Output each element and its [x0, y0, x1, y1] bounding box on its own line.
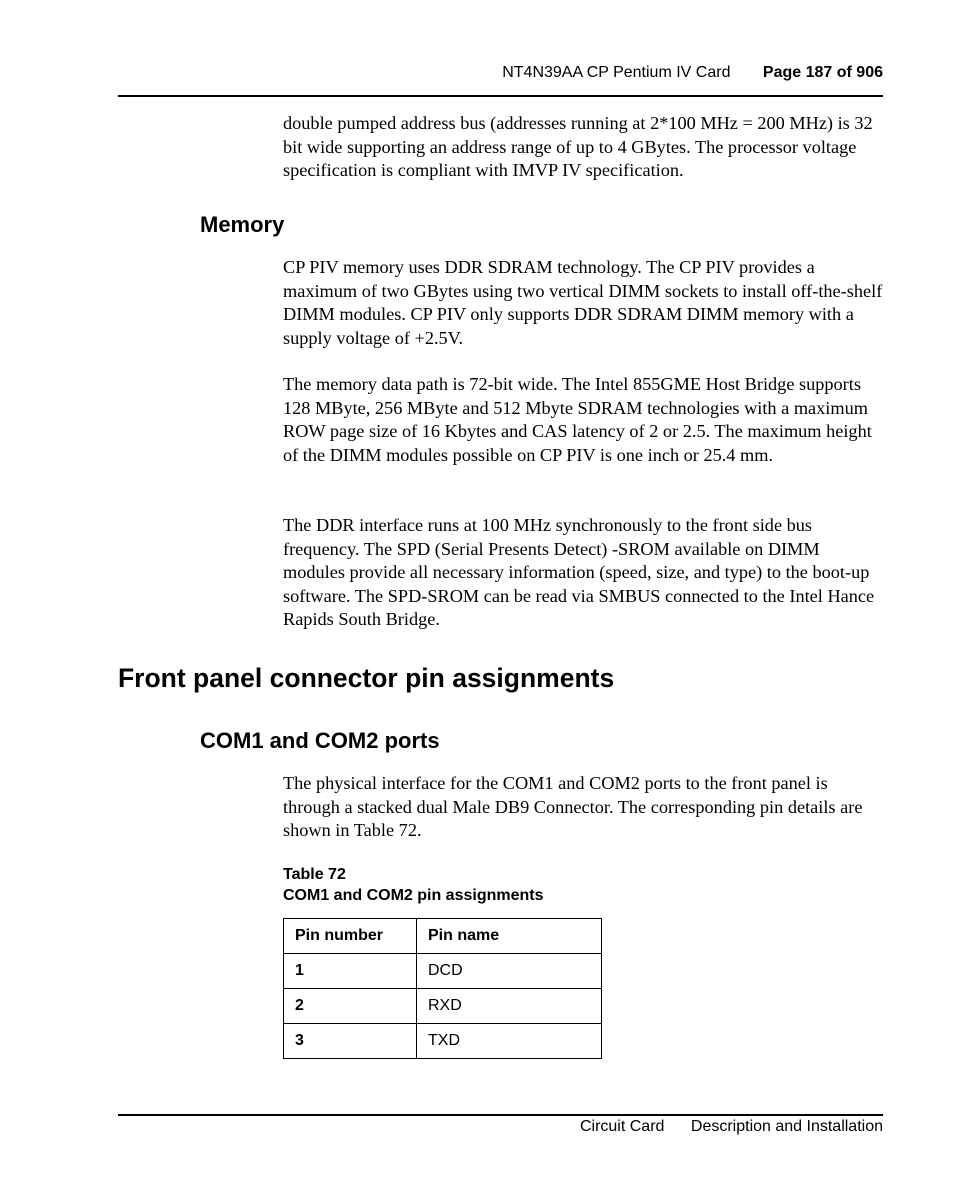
document-id: NT4N39AA CP Pentium IV Card [502, 64, 731, 81]
pin-name-cell: RXD [417, 989, 602, 1024]
pin-number-cell: 2 [284, 989, 417, 1024]
footer-section: Circuit Card [579, 1118, 665, 1135]
pin-name-cell: DCD [417, 954, 602, 989]
section-heading-front-panel: Front panel connector pin assignments [118, 663, 615, 693]
com-ports-heading: COM1 and COM2 ports [200, 728, 440, 753]
memory-paragraph-1: CP PIV memory uses DDR SDRAM technology. The CP PIV provides a maximum of two GBytes using two vertical DIMM sockets to install off-the-shelf DIMM modules. CP PIV only supports DDR SDRAM DIMM memory with a supply voltage of +2.5V. [283, 257, 883, 348]
memory-paragraph-2: The memory data path is 72-bit wide. The Intel 855GME Host Bridge supports 128 MByte, 256 MByte and 512 Mbyte SDRAM technologies with a maximum ROW page size of 16 Kbytes and CAS latency of 2 or 2.5. The maximum height of the DIMM modules possible on CP PIV is one inch or 25.4 mm. [283, 374, 872, 465]
table-row [284, 954, 602, 989]
page-number: Page 187 of 906 [762, 64, 883, 81]
table-caption [283, 864, 543, 906]
page-header [118, 64, 883, 88]
column-header-pin-number: Pin number [284, 919, 417, 954]
memory-heading: Memory [200, 212, 285, 237]
column-header-pin-name: Pin name [417, 919, 602, 954]
com-ports-paragraph: The physical interface for the COM1 and COM2 ports to the front panel is through a stacked dual Male DB9 Connector. The corresponding pin details are shown in Table 72. [283, 773, 863, 840]
intro-paragraph: double pumped address bus (addresses running at 2*100 MHz = 200 MHz) is 32 bit wide supporting an address range of up to 4 GBytes. The processor voltage specification is compliant with IMVP IV specification. [283, 113, 873, 180]
footer-rule [118, 1114, 883, 1116]
page-footer [118, 1118, 883, 1136]
table-title: COM1 and COM2 pin assignments [283, 887, 544, 904]
pin-number-cell: 3 [284, 1024, 417, 1059]
footer-title: Description and Installation [690, 1118, 883, 1135]
table-row [284, 1024, 602, 1059]
table-header-row [284, 919, 602, 954]
table-number: Table 72 [283, 866, 346, 883]
memory-paragraph-3: The DDR interface runs at 100 MHz synchronously to the front side bus frequency. The SPD (Serial Presents Detect) -SROM available on DIMM modules provide all necessary information (speed, size, and type) to the boot-up software. The SPD-SROM can be read via SMBUS connected to the Intel Hance Rapids South Bridge. [283, 515, 875, 629]
pin-number-cell: 1 [284, 954, 417, 989]
header-rule [118, 95, 883, 97]
pin-name-cell: TXD [417, 1024, 602, 1059]
table-row [284, 989, 602, 1024]
pin-assignments-table [283, 918, 602, 1059]
